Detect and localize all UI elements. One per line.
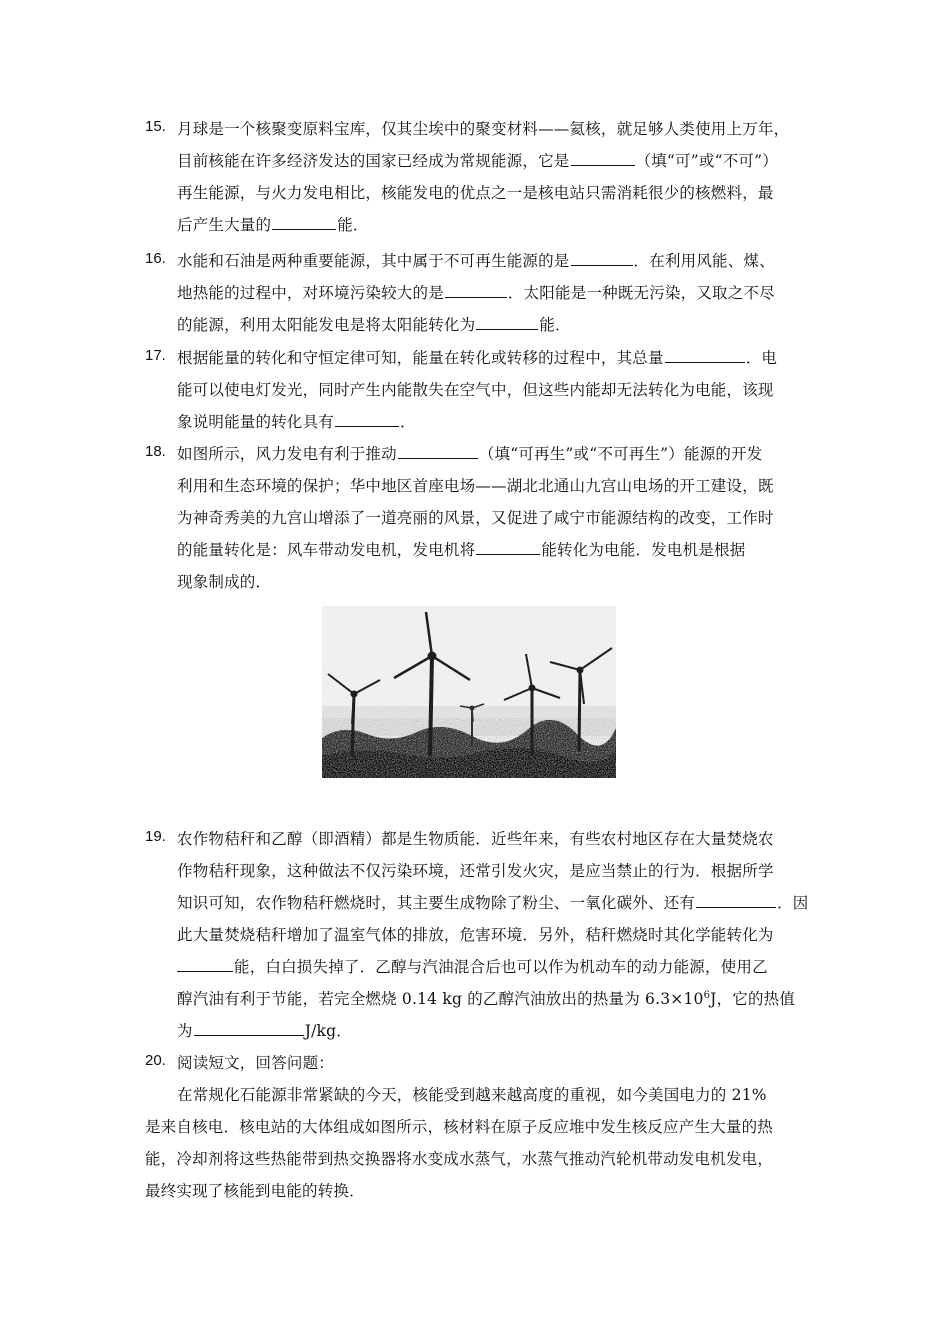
question-text-line: 根据能量的转化和守恒定律可知，能量在转化或转移的过程中，其总量 ．电 (177, 349, 778, 367)
answer-blank[interactable] (571, 251, 633, 266)
question-text-line: 为 J/kg． (177, 1022, 352, 1040)
answer-blank[interactable] (177, 957, 233, 972)
question-number: 20. (145, 1052, 166, 1069)
question-text-line: 农作物秸秆和乙醇（即酒精）都是生物质能．近些年来，有些农村地区存在大量焚烧农 (177, 830, 774, 848)
question-text-line: 能，白白损失掉了．乙醇与汽油混合后也可以作为机动车的动力能源，使用乙 (177, 955, 768, 977)
question-number: 18. (145, 443, 166, 460)
question-text-line: 为神奇秀美的九宫山增添了一道亮丽的风景，又促进了咸宁市能源结构的改变，工作时 (177, 509, 774, 527)
question-text-line: 醇汽油有利于节能，若完全燃烧 0.14 kg 的乙醇汽油放出的热量为 $6.3\times 10^6J$，它的热值 (177, 989, 796, 1008)
question-number: 15. (145, 118, 166, 135)
answer-blank[interactable] (398, 444, 478, 459)
question-text-line: 能可以使电灯发光，同时产生内能散失在空气中，但这些内能却无法转化为电能，该现 (177, 381, 774, 399)
question-text-line: 现象制成的． (177, 573, 272, 591)
question-text-line: 的能量转化是：风车带动发电机，发电机将 能转化为电能．发电机是根据 (177, 541, 746, 559)
question-text-line: 地热能的过程中，对环境污染较大的是 ．太阳能是一种既无污染，又取之不尽 (177, 284, 775, 302)
passage-line: 能，冷却剂将这些热能带到热交换器将水变成水蒸气，水蒸气推动汽轮机带动发电机发电， (145, 1150, 774, 1168)
question-text-line: 阅读短文，回答问题： (177, 1054, 335, 1072)
answer-blank[interactable] (696, 893, 776, 908)
passage-line: 最终实现了核能到电能的转换． (145, 1182, 365, 1200)
answer-blank[interactable] (335, 412, 399, 427)
question-text-line: 作物秸秆现象，这种做法不仅污染环境，还常引发火灾，是应当禁止的行为．根据所学 (177, 862, 774, 880)
wind-turbine-photo (322, 606, 616, 778)
question-text-line: 此大量焚烧秸秆增加了温室气体的排放，危害环境．另外，秸秆燃烧时其化学能转化为 (177, 926, 774, 944)
question-text-line: 再生能源，与火力发电相比，核能发电的优点之一是核电站只需消耗很少的核燃料，最 (177, 184, 774, 202)
passage-line: 在常规化石能源非常紧缺的今天，核能受到越来越高度的重视，如今美国电力的 21% (177, 1086, 767, 1104)
answer-blank[interactable] (665, 348, 745, 363)
answer-blank[interactable] (272, 215, 336, 230)
question-text-line: 如图所示，风力发电有利于推动 （填“可再生”或“不可再生”）能源的开发 (177, 445, 763, 463)
question-text-line: 目前核能在许多经济发达的国家已经成为常规能源，它是 （填“可”或“不可”） (177, 152, 778, 170)
question-text-line: 后产生大量的 能． (177, 216, 369, 234)
answer-blank[interactable] (445, 283, 507, 298)
answer-blank[interactable] (476, 540, 540, 555)
question-text-line: 象说明能量的转化具有 ． (177, 413, 416, 431)
question-number: 17. (145, 347, 166, 364)
answer-blank[interactable] (476, 315, 538, 330)
passage-line: 是来自核电．核电站的大体组成如图所示，核材料在原子反应堆中发生核反应产生大量的热 (145, 1118, 774, 1136)
question-text-line: 知识可知，农作物秸秆燃烧时，其主要生成物除了粉尘、一氧化碳外、还有 ．因 (177, 894, 809, 912)
question-text-line: 的能源，利用太阳能发电是将太阳能转化为 能． (177, 316, 571, 334)
question-text-line: 水能和石油是两种重要能源，其中属于不可再生能源的是 ．在利用风能、煤、 (177, 252, 775, 270)
question-text-line: 利用和生态环境的保护；华中地区首座电场——湖北北通山九宫山电场的开工建设，既 (177, 477, 774, 495)
answer-blank[interactable] (571, 151, 635, 166)
answer-blank[interactable] (194, 1021, 304, 1036)
question-number: 16. (145, 250, 166, 267)
question-number: 19. (145, 828, 166, 845)
question-text-line: 月球是一个核聚变原料宝库，仅其尘埃中的聚变材料——氦核，就足够人类使用上万年， (177, 120, 790, 138)
